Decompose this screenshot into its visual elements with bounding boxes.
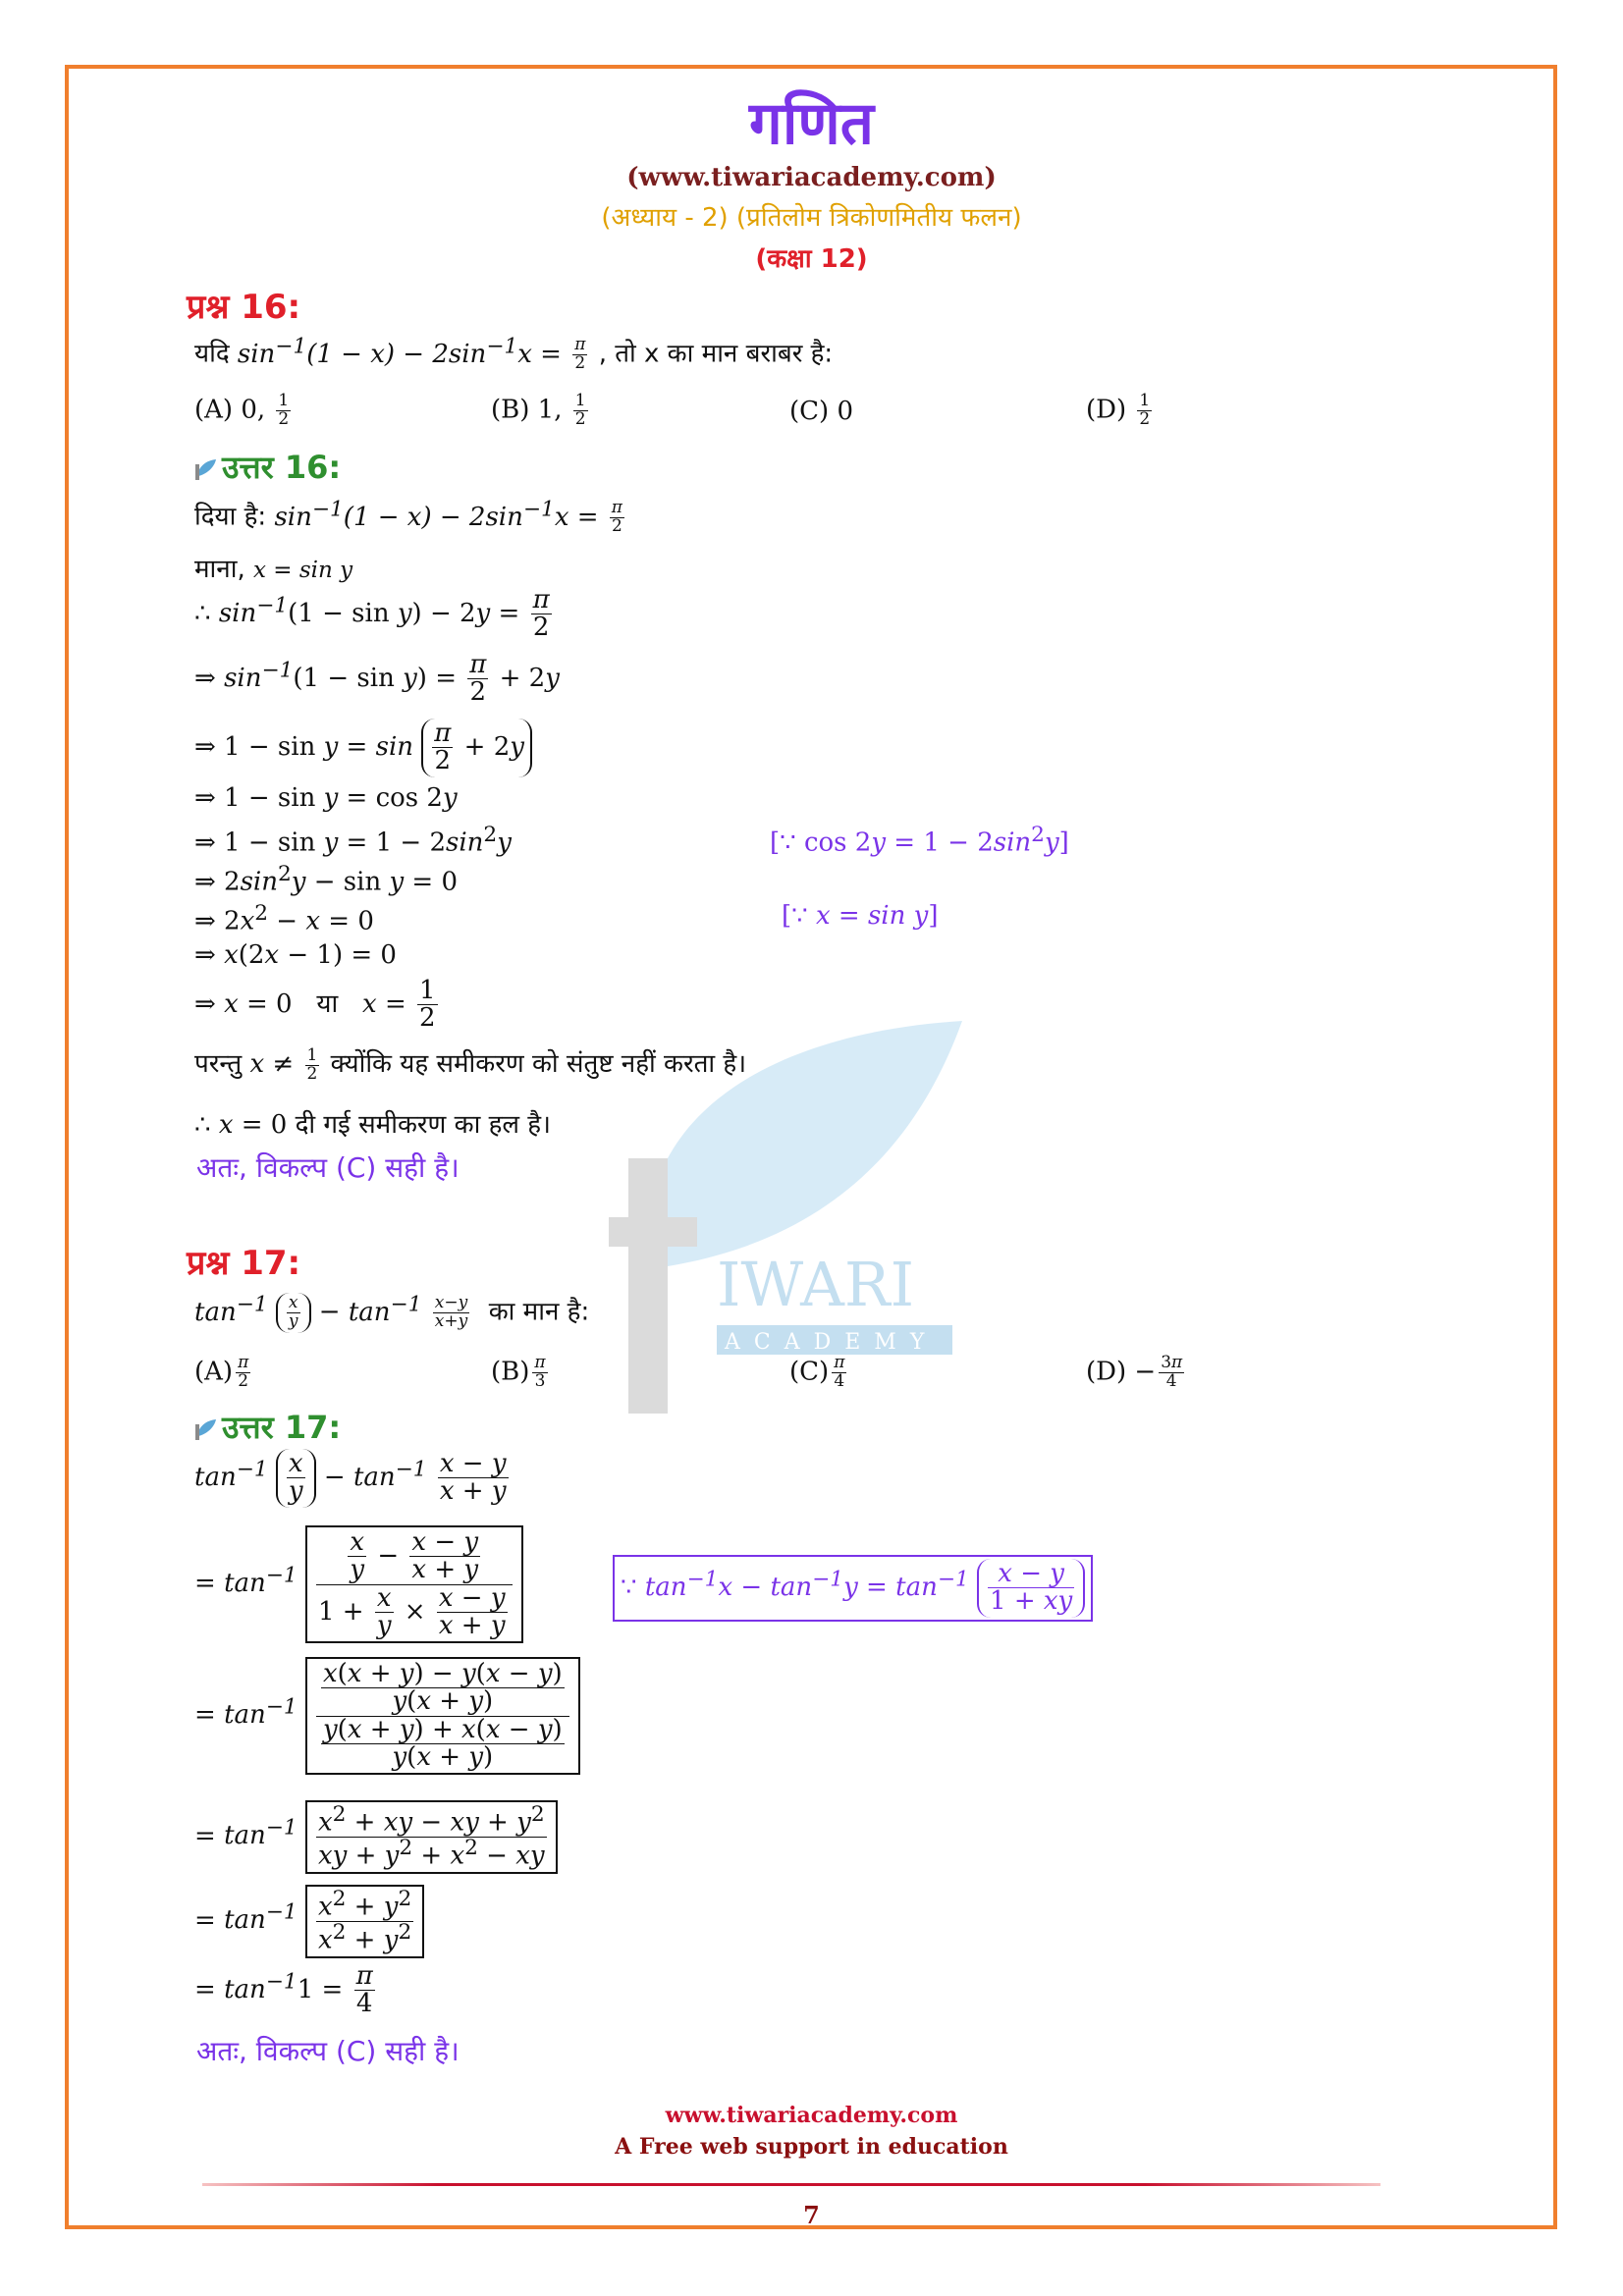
step-10: परन्तु x ≠ $\frac{1}{2}$ क्योंकि यह समीकरण को संतुष्ट नहीं करता है। [194, 1044, 747, 1084]
chapter-title: (अध्याय - 2) (प्रतिलोम त्रिकोणमितीय फलन) [601, 203, 1022, 233]
q16-let-line: माना, x = sin y [194, 555, 353, 584]
question-17-text: $\tan^{-1}$ $\frac{x}{y}$ − $\tan^{-1}$ $\frac{x-y}{x+y}$ का मान है: [194, 1292, 590, 1332]
step-5: ⇒ $1 - \sin y = 1 - 2\sin^2y$ [194, 823, 512, 858]
q17-option-c: (C) $\frac{\pi}{4}$ [789, 1353, 845, 1391]
class-label: (कक्षा 12) [755, 244, 868, 274]
step-6: ⇒ $2\sin^2y - \sin y = 0$ [194, 862, 459, 897]
watermark-sub: ACADEMY [725, 1330, 939, 1355]
q16-intro: यदि [194, 339, 230, 369]
question-17-heading: प्रश्न 17: [187, 1244, 301, 1283]
hint-substitution: [∵ x = sin y] [782, 901, 939, 931]
q17-conclusion: अतः, विकल्प (C) सही है। [196, 2035, 460, 2067]
footer-website[interactable]: www.tiwariacademy.com [665, 2103, 958, 2128]
q17-step-4: = $\tan^{-1}$ $\frac{x^2 + y^2}{x^2 + y^2}$ [194, 1885, 424, 1958]
page-title: गणित [749, 89, 874, 158]
footer-divider [202, 2183, 1380, 2186]
answer-icon [192, 1416, 218, 1442]
q17-step-3: = $\tan^{-1}$ $\frac{x^2 + xy - xy + y^2}{xy + y^2 + x^2 - xy}$ [194, 1800, 558, 1874]
q17-option-d: (D) − $\frac{3\pi}{4}$ [1086, 1353, 1183, 1391]
q17-step-0: $\tan^{-1}$ $\frac{x}{y}$ − $\tan^{-1}$ $\frac{x - y}{x + y}$ [194, 1449, 507, 1507]
question-16-text: यदि $\sin^{-1}(1 - x) - 2\sin^{-1}x$ = $\frac{\pi}{2}$ , तो x का मान बराबर है: [194, 334, 834, 374]
step-7: ⇒ $2x^2 - x = 0$ [194, 901, 374, 936]
q16-option-a: (A) 0, $\frac{1}{2}$ [194, 391, 290, 429]
q16-option-b: (B) 1, $\frac{1}{2}$ [491, 391, 586, 429]
step-4: ⇒ 1 − sin y = cos 2y [194, 783, 458, 813]
header-website: (www.tiwariacademy.com) [626, 163, 997, 192]
hint-tan-difference: ∵ $\tan^{-1}x - \tan^{-1}y = \tan^{-1}$ $\frac{x - y}{1 + xy}$ [613, 1555, 1093, 1622]
question-16-heading: प्रश्न 16: [187, 288, 301, 327]
answer-icon [192, 456, 218, 482]
step-11: ∴ x = 0 दी गई समीकरण का हल है। [194, 1110, 551, 1140]
answer-17-heading: उत्तर 17: [192, 1406, 341, 1448]
step-2: ⇒ $\sin^{-1}(1 - \sin y)$ = $\frac{\pi}{2}$ + 2y [194, 650, 560, 708]
step-8: ⇒ x(2x − 1) = 0 [194, 940, 397, 970]
hint-cos-double-angle: [∵ $\cos 2y = 1 - 2\sin^2y$] [770, 823, 1069, 858]
watermark-brand: IWARI [717, 1249, 915, 1320]
page-number: 7 [803, 2201, 820, 2229]
q16-given-line: दिया है: $\sin^{-1}(1 - x) - 2\sin^{-1}x$ = $\frac{\pi}{2}$ [194, 497, 622, 537]
q17-option-a: (A) $\frac{\pi}{2}$ [194, 1353, 249, 1391]
q17-option-b: (B) $\frac{\pi}{3}$ [491, 1353, 546, 1391]
q17-step-1: = $\tan^{-1}$ $\frac{x}{y}$ − $\frac{x - y}{x + y}$ 1 + $\frac{x}{y}$ × $\frac{x - y}{x + y}$ [194, 1525, 523, 1643]
q17-step-5: = $\tan^{-1}1$ = $\frac{\pi}{4}$ [194, 1961, 373, 2019]
footer-tagline: A Free web support in education [615, 2134, 1008, 2160]
q16-option-d: (D) $\frac{1}{2}$ [1086, 391, 1151, 429]
q17-step-2: = $\tan^{-1}$ $\frac{\frac{x(x + y) - y(x - y)}{y(x + y)}}{\frac{y(x + y) + x(x - y)}{y(x + y)}}$ [194, 1657, 580, 1775]
q16-question-tail: , तो x का मान बराबर है: [598, 339, 834, 369]
step-3: ⇒ 1 − sin y = sin $\frac{\pi}{2}$ + 2y [194, 719, 532, 777]
q16-conclusion: अतः, विकल्प (C) सही है। [196, 1151, 460, 1184]
q16-option-c: (C) 0 [789, 397, 853, 426]
answer-16-heading: उत्तर 16: [192, 446, 341, 488]
step-1: ∴ $\sin^{-1}(1 - \sin y) - 2y$ = $\frac{\pi}{2}$ [194, 585, 550, 643]
step-9: ⇒ x = 0 या x = $\frac{1}{2}$ [194, 976, 436, 1034]
